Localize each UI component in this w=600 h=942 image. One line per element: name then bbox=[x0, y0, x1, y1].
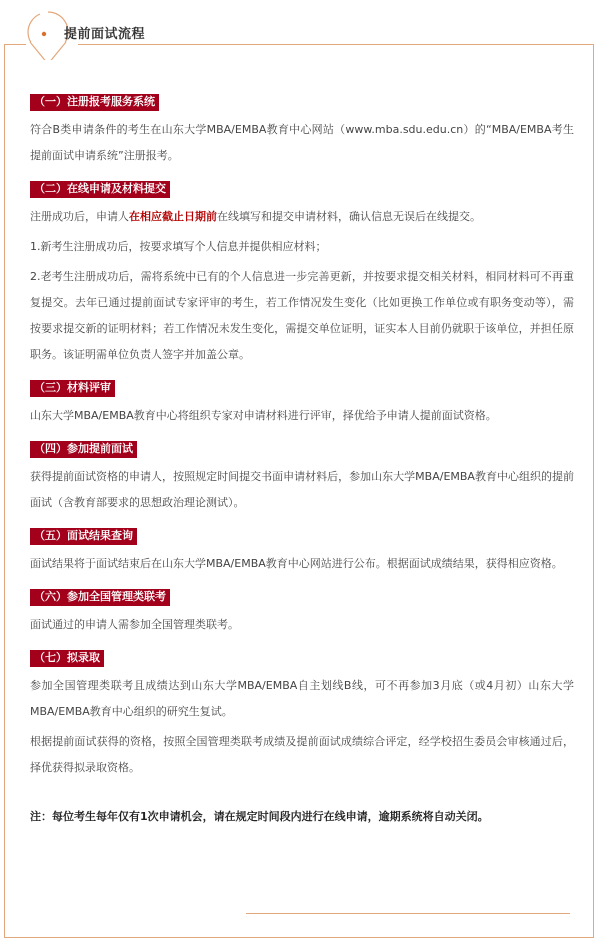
flow-content bbox=[30, 90, 574, 827]
section-5-label: （五）面试结果查询 bbox=[30, 528, 137, 545]
section-2-text-2: 1.新考生注册成功后，按要求填写个人信息并提供相应材料； bbox=[30, 240, 327, 253]
section-7-text-2: 根据提前面试获得的资格，按照全国管理类联考成绩及提前面试成绩综合评定，经学校招生委员会审核通过后，择优获得拟录取资格。 bbox=[30, 735, 574, 774]
section-2-text-1-end: 在线填写和提交申请材料，确认信息无误后在线提交。 bbox=[217, 210, 481, 223]
footnote: 注：每位考生每年仅有1次申请机会，请在规定时间段内进行在线申请，逾期系统将自动关闭。 bbox=[30, 810, 489, 823]
section-7-text-1: 参加全国管理类联考且成绩达到山东大学MBA/EMBA自主划线B线，可不再参加3月底（或4月初）山东大学MBA/EMBA教育中心组织的研究生复试。 bbox=[30, 679, 574, 718]
section-3 bbox=[30, 376, 574, 397]
deadline-highlight: 在相应截止日期前 bbox=[129, 210, 217, 223]
section-4-label: （四）参加提前面试 bbox=[30, 441, 137, 458]
section-2-text-1 bbox=[30, 204, 574, 230]
section-2-text-1-start: 注册成功后，申请人 bbox=[30, 210, 129, 223]
section-1-text: 符合B类申请条件的考生在山东大学MBA/EMBA教育中心网站（www.mba.sdu.edu.cn）的“MBA/EMBA考生提前面试申请系统”注册报考。 bbox=[30, 123, 574, 162]
section-1-label: （一）注册报考服务系统 bbox=[30, 94, 159, 111]
section-4 bbox=[30, 437, 574, 458]
section-7-label: （七）拟录取 bbox=[30, 650, 104, 667]
section-6 bbox=[30, 585, 574, 606]
section-2-label: （二）在线申请及材料提交 bbox=[30, 181, 170, 198]
section-4-text: 获得提前面试资格的申请人，按照规定时间提交书面申请材料后，参加山东大学MBA/EMBA教育中心组织的提前面试（含教育部要求的思想政治理论测试）。 bbox=[30, 470, 574, 509]
section-5 bbox=[30, 524, 574, 545]
page-title: 提前面试流程 bbox=[64, 27, 146, 42]
section-3-text: 山东大学MBA/EMBA教育中心将组织专家对申请材料进行评审，择优给予申请人提前面试资格。 bbox=[30, 409, 497, 422]
section-2-text-3: 2.老考生注册成功后，需将系统中已有的个人信息进一步完善更新，并按要求提交相关材料，相同材料可不再重复提交。去年已通过提前面试专家评审的考生，若工作情况发生变化（比如更换工作单位或有职务变动等），需按要求提交新的证明材料；若工作情况未发生变化，需提交单位证明，证实本人目前仍就职于该单位，并担任原职务。该证明需单位负责人签字并加盖公章。 bbox=[30, 270, 574, 361]
section-1 bbox=[30, 90, 574, 111]
section-3-label: （三）材料评审 bbox=[30, 380, 115, 397]
section-5-text: 面试结果将于面试结束后在山东大学MBA/EMBA教育中心网站进行公布。根据面试成绩结果，获得相应资格。 bbox=[30, 557, 563, 570]
frame-top-border bbox=[78, 44, 594, 45]
section-2 bbox=[30, 177, 574, 198]
section-7 bbox=[30, 646, 574, 667]
section-6-label: （六）参加全国管理类联考 bbox=[30, 589, 170, 606]
bottom-divider bbox=[246, 913, 570, 914]
section-6-text: 面试通过的申请人需参加全国管理类联考。 bbox=[30, 618, 239, 631]
badge-dot-icon bbox=[42, 32, 46, 36]
